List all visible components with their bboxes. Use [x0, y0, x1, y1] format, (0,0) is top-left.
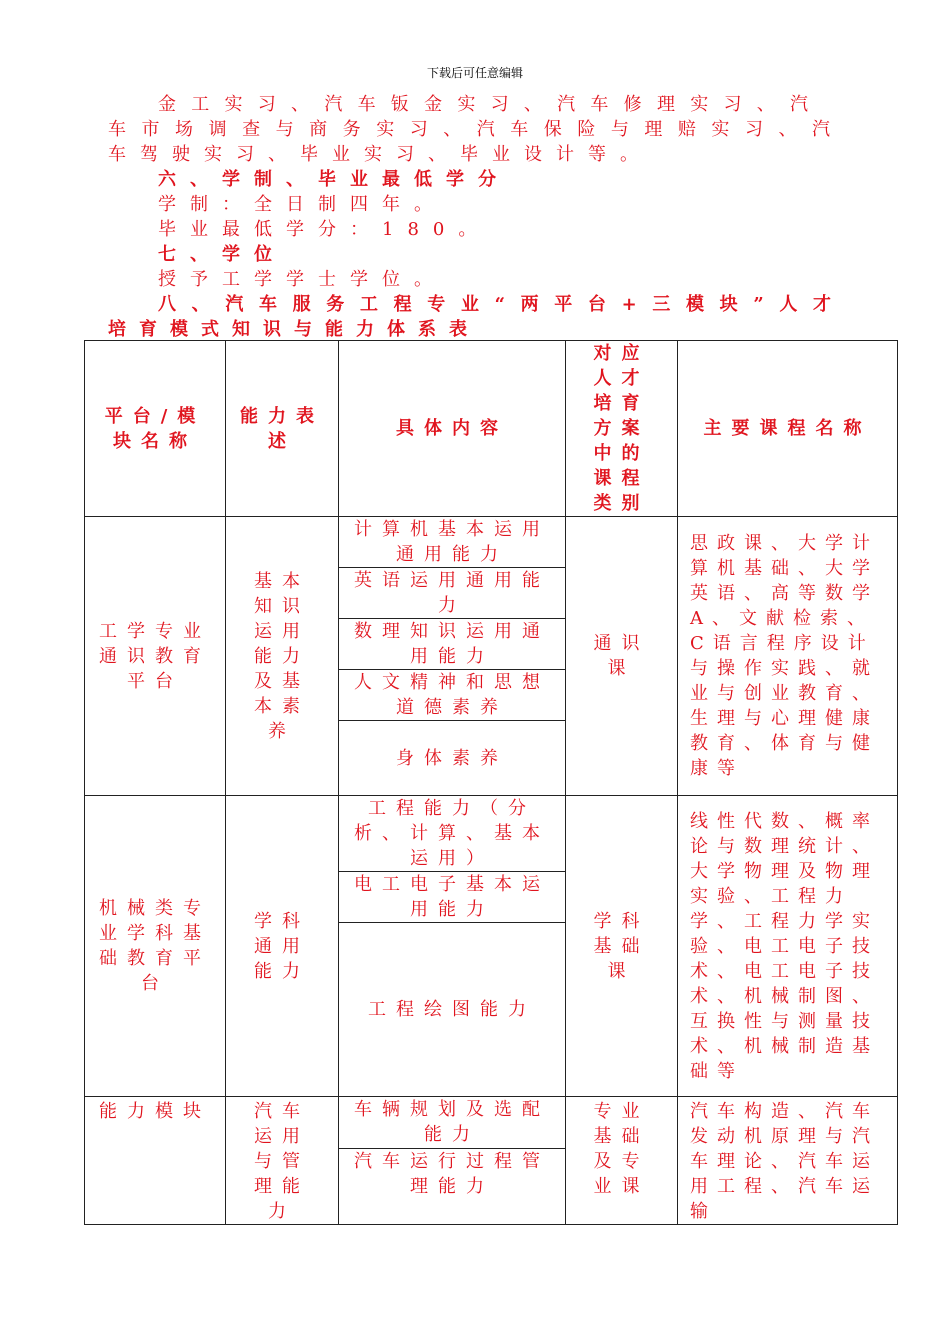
category-cell: 通识课 [566, 517, 678, 796]
content-cell: 工程绘图能力 [339, 923, 566, 1097]
header-courses: 主要课程名称 [678, 341, 898, 517]
section-6-line-2: 毕业最低学分：180。 [158, 219, 491, 240]
section-8-title-cont: 培育模式知识与能力体系表 [108, 319, 480, 340]
content-cell: 电工电子基本运用能力 [339, 872, 566, 923]
content-cell: 身体素养 [339, 721, 566, 796]
content-cell: 计算机基本运用通用能力 [339, 517, 566, 568]
category-cell: 专业基础及专业课 [566, 1097, 678, 1225]
platform-cell: 工学专业通识教育平台 [85, 517, 226, 796]
content-cell: 数理知识运用通用能力 [339, 619, 566, 670]
header-category: 对应人才培育方案中的课程类别 [566, 341, 678, 517]
paragraph-line: 车市场调查与商务实习、汽车保险与理赔实习、汽 [108, 119, 830, 140]
section-7-title: 七、学位 [158, 244, 286, 265]
header-ability: 能力表述 [226, 341, 339, 517]
header-content: 具体内容 [339, 341, 566, 517]
content-cell: 英语运用通用能力 [339, 568, 566, 619]
knowledge-ability-table [84, 340, 898, 1225]
section-8-title: 八、汽车服务工程专业“两平台+三模块”人才 [158, 294, 831, 315]
section-6-title: 六、学制、毕业最低学分 [158, 169, 510, 190]
paragraph-line: 金工实习、汽车钣金实习、汽车修理实习、汽 [158, 94, 808, 115]
content-cell: 车辆规划及选配能力 [339, 1097, 566, 1149]
courses-cell: 思政课、大学计算机基础、大学英语、高等数学A、文献检索、C语言程序设计与操作实践、就业与创业教育、生理与心理健康教育、体育与健康等 [678, 517, 898, 796]
courses-cell: 汽车构造、汽车发动机原理与汽车理论、汽车运用工程、汽车运输 [678, 1097, 898, 1225]
content-cell: 汽车运行过程管理能力 [339, 1148, 566, 1224]
content-cell: 人文精神和思想道德素养 [339, 670, 566, 721]
ability-cell: 基本知识运用能力及基本素养 [226, 517, 339, 796]
content-cell: 工程能力（分析、计算、基本运用） [339, 796, 566, 872]
section-7-line-1: 授予工学学士学位。 [158, 269, 446, 290]
header-platform: 平台/模块名称 [85, 341, 226, 517]
paragraph-line: 车驾驶实习、毕业实习、毕业设计等。 [108, 144, 652, 165]
courses-cell: 线性代数、概率论与数理统计、大学物理及物理实验、工程力学、工程力学实验、电工电子技术、电工电子技术、机械制图、互换性与测量技术、机械制造基础等 [678, 796, 898, 1097]
ability-cell: 学科通用能力 [226, 796, 339, 1097]
ability-cell: 汽车运用与管理能力 [226, 1097, 339, 1225]
section-6-line-1: 学制：全日制四年。 [158, 194, 446, 215]
platform-cell: 机械类专业学科基础教育平台 [85, 796, 226, 1097]
platform-cell: 能力模块 [85, 1097, 226, 1225]
category-cell: 学科基础课 [566, 796, 678, 1097]
page-header: 下载后可任意编辑 [426, 66, 523, 80]
